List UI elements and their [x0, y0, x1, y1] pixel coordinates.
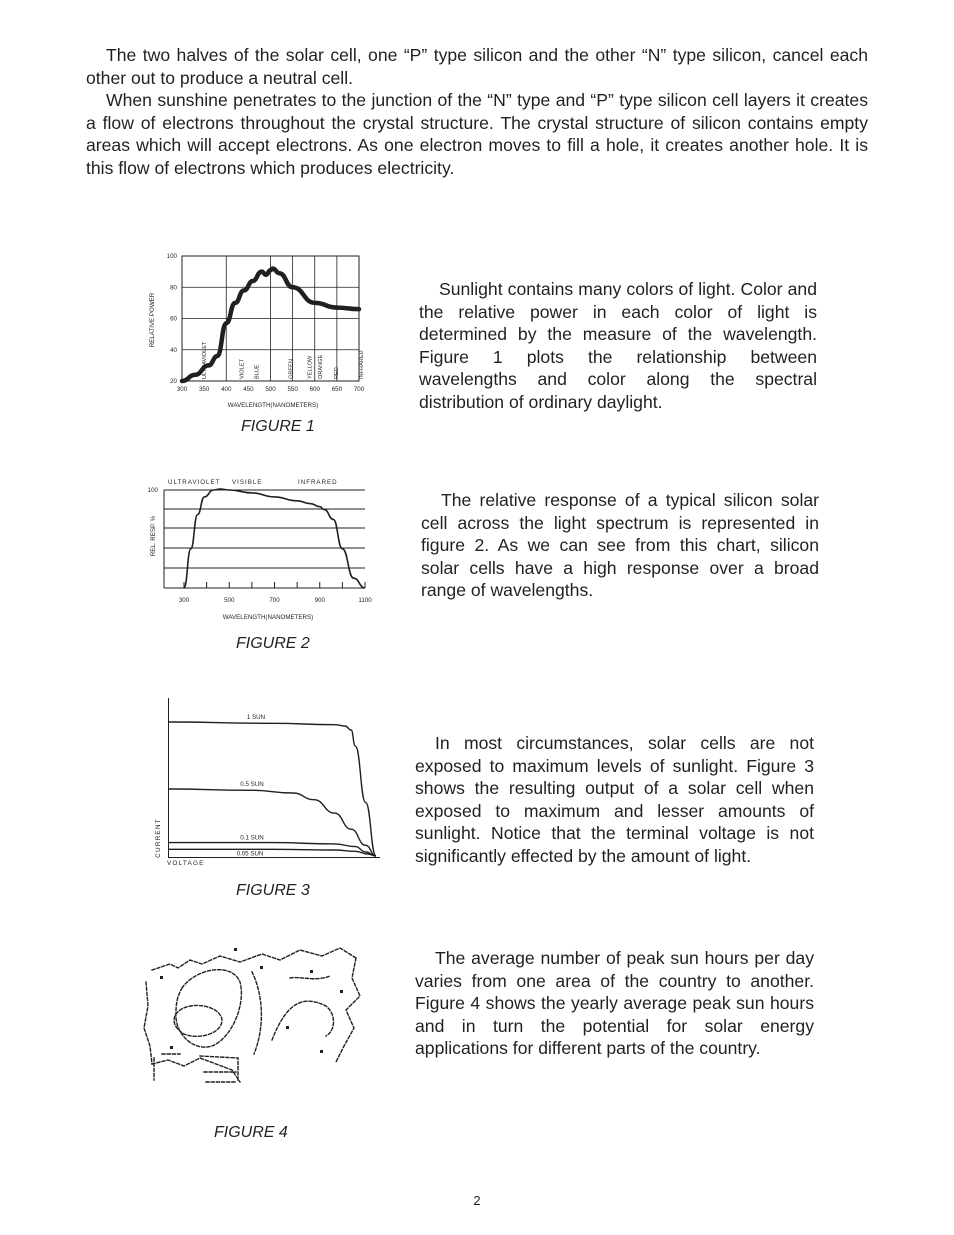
figure-3-curve-labels	[237, 714, 266, 857]
figure-1-grid	[182, 256, 359, 381]
map-speck	[320, 1050, 323, 1053]
figure-1-x-tick-label: 350	[198, 386, 210, 393]
figure-1-x-tick-label: 500	[265, 386, 276, 393]
map-outline-south	[152, 1058, 240, 1082]
figure-1-text: Sunlight contains many colors of light. Color and the relative power in each color of light is determined by the measure of the wavelength. Figure 1 plots the relationship between wavelengths and color along the spectral distribution of ordinary daylight.	[419, 279, 817, 412]
figure-3-curve-label: 1 SUN	[246, 714, 266, 721]
map-speck	[234, 948, 237, 951]
figure-3-chart	[140, 690, 385, 870]
figure-3-curves	[169, 722, 376, 856]
figure-4-text: The average number of peak sun hours per day varies from one area of the country to another. Figure 4 shows the yearly average peak sun hours and in turn the potential for solar energy applications for different parts of the country.	[415, 948, 814, 1059]
figure-2-x-tick-label: 900	[314, 597, 325, 604]
figure-2-chart	[140, 474, 380, 624]
figure-1-x-tick-label: 550	[287, 386, 298, 393]
figure-1-x-tick-label: 450	[243, 386, 254, 393]
figure-1-description	[419, 278, 817, 414]
figure-2-region-visible: VISIBLE	[232, 479, 263, 486]
figure-1-y-axis-label: RELATIVE POWER	[149, 292, 156, 348]
figure-2-text: The relative response of a typical silicon solar cell across the light spectrum is represented in figure 2. As we can see from this chart, silicon solar cells have a high response over a broad range of wavelengths.	[421, 490, 819, 601]
figure-1-y-tick-label: 80	[170, 284, 177, 292]
figure-1-x-tick-label: 400	[221, 386, 232, 393]
map-speck	[160, 976, 163, 979]
figure-1-band-label: INFRARED	[359, 350, 366, 379]
figure-2-x-ticks	[179, 582, 372, 604]
figure-1-band-label: ULTRAVIOLET	[202, 341, 209, 379]
figure-4-description	[415, 947, 814, 1060]
figure-1-band-label: BLUE	[254, 364, 261, 379]
figure-3-curve-label: 0.05 SUN	[236, 850, 264, 858]
map-outline-west	[144, 982, 152, 1064]
figure-1-y-tick-label: 100	[166, 253, 177, 261]
intro-text	[86, 44, 868, 180]
figure-2-x-tick-label: 700	[269, 597, 280, 604]
map-outline-north	[152, 948, 356, 970]
figure-1-band-label: VIOLET	[239, 359, 246, 379]
figure-1-x-ticks	[177, 386, 365, 393]
figure-1-y-ticks	[167, 253, 178, 385]
map-speck	[170, 1046, 173, 1049]
figure-2-region-infrared: INFRARED	[298, 479, 338, 486]
figure-1-x-tick-label: 650	[331, 386, 343, 393]
figure-2-x-tick-label: 500	[224, 597, 235, 604]
figure-3-x-axis-label: VOLTAGE	[167, 860, 205, 867]
figure-2-y-tick-100: 100	[147, 487, 158, 494]
figure-1-band-label: ORANGE	[318, 354, 325, 379]
figure-1-band-label: RED	[333, 367, 340, 379]
figure-3-text: In most circumstances, solar cells are not exposed to maximum levels of sunlight. Figure 3 shows the resulting output of a solar cell when exposed to maximum and lesser amounts of sunlight. Notice that the terminal voltage is not significantly effected by the amount of light.	[415, 733, 814, 866]
figure-1-y-tick-label: 20	[170, 378, 177, 386]
figure-1-x-axis-label: WAVELENGTH(NANOMETERS)	[227, 402, 319, 409]
figure-1-x-tick-label: 700	[353, 386, 365, 393]
figure-4-us-map	[140, 942, 365, 1092]
map-contour-2	[174, 1005, 222, 1036]
figure-3-description	[415, 732, 814, 868]
figure-2-x-tick-label: 1100	[358, 597, 372, 604]
figure-1-y-tick-label: 60	[170, 315, 177, 323]
figure-3-curve-label: 0.1 SUN	[240, 834, 264, 842]
intro-paragraph-2: When sunshine penetrates to the junction of the “N” type and “P” type silicon cell layers it creates a flow of electrons throughout the crystal structure. The crystal structure of silicon contains empty areas which will accept electrons. As one electron moves to fill a hole, it creates another hole. It is this flow of electrons which produces electricity.	[86, 90, 868, 178]
figure-2-response-curve	[184, 489, 365, 588]
map-speck	[340, 990, 343, 993]
figure-1-band-label: GREEN	[288, 359, 295, 379]
figure-2-y-axis-label: REL. RESP. %	[150, 515, 157, 557]
figure-1-band-label: YELLOW	[307, 355, 314, 379]
page-number: 2	[473, 1193, 481, 1208]
figure-2-description	[421, 489, 819, 602]
figure-1-x-tick-label: 600	[309, 386, 320, 393]
map-contour-4	[272, 1001, 334, 1040]
figure-4-caption: FIGURE 4	[214, 1124, 288, 1141]
figure-1-caption: FIGURE 1	[241, 418, 315, 435]
map-contour-1	[176, 970, 242, 1048]
map-contour-5	[290, 976, 330, 979]
figure-3-y-axis-label: CURRENT	[155, 818, 162, 858]
map-contour-3	[252, 972, 261, 1054]
figure-1-chart	[140, 248, 380, 413]
intro-paragraph-1: The two halves of the solar cell, one “P” type silicon and the other “N” type silicon, cancel each other out to produce a neutral cell.	[86, 45, 868, 88]
figure-2-x-axis-label: WAVELENGTH(NANOMETERS)	[222, 614, 314, 621]
figure-3-curve-0-05-sun	[169, 849, 376, 856]
figure-2-caption: FIGURE 2	[236, 635, 310, 652]
map-speck	[260, 966, 263, 969]
figure-2-grid	[164, 490, 365, 588]
figure-1-y-tick-label: 40	[170, 346, 177, 354]
figure-3-caption: FIGURE 3	[236, 882, 310, 899]
map-outline-east	[336, 958, 360, 1062]
map-speck	[286, 1026, 289, 1029]
map-speck	[310, 970, 313, 973]
figure-1-x-tick-label: 300	[176, 386, 188, 393]
figure-3-curve-label: 0.5 SUN	[240, 781, 264, 788]
figure-2-x-tick-label: 300	[178, 597, 190, 604]
figure-2-region-ultraviolet: ULTRAVIOLET	[168, 479, 221, 486]
